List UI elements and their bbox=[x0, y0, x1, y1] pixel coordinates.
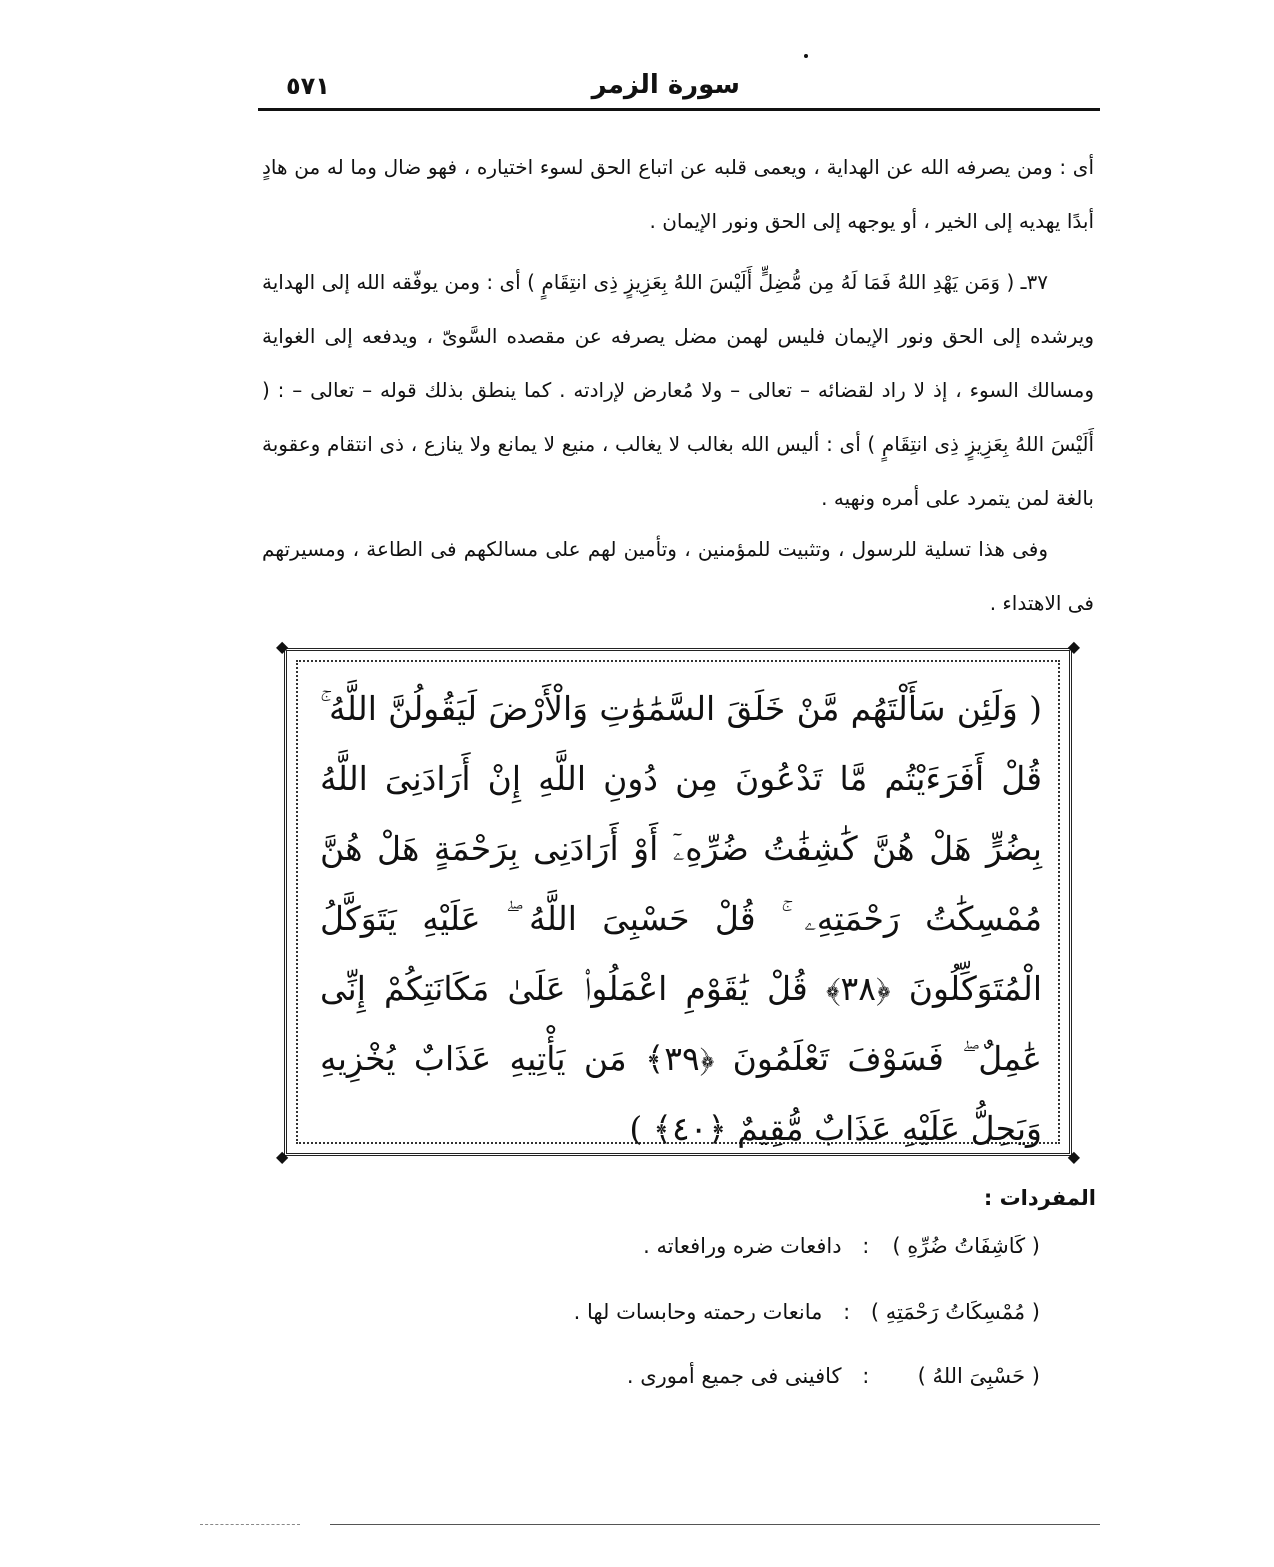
vocabulary-item bbox=[643, 1234, 1040, 1258]
quran-verses-text: ( وَلَئِن سَأَلْتَهُم مَّنْ خَلَقَ السَّمَٰوَٰتِ وَالْأَرْضَ لَيَقُولُنَّ اللَّهُ ۚ قُلْ أَفَرَءَيْتُم مَّا تَدْعُونَ مِن دُونِ اللَّهِ إِنْ أَرَادَنِىَ اللَّهُ بِضُرٍّ هَلْ هُنَّ كَٰشِفَٰتُ ضُرِّهِۦٓ أَوْ أَرَادَنِى بِرَحْمَةٍ هَلْ هُنَّ مُمْسِكَٰتُ رَحْمَتِهِۦ ۚ قُلْ حَسْبِىَ اللَّهُ ۖ عَلَيْهِ يَتَوَكَّلُ الْمُتَوَكِّلُونَ ﴿٣٨﴾ قُلْ يَٰقَوْمِ اعْمَلُوا۟ عَلَىٰ مَكَانَتِكُمْ إِنِّى عَٰمِلٌ ۖ فَسَوْفَ تَعْلَمُونَ ﴿٣٩﴾ مَن يَأْتِيهِ عَذَابٌ يُخْزِيهِ وَيَحِلُّ عَلَيْهِ عَذَابٌ مُّقِيمٌ ﴿٤٠﴾ ) bbox=[320, 689, 1042, 1148]
page-header bbox=[258, 66, 1100, 108]
vocabulary-heading: المفردات : bbox=[983, 1186, 1096, 1210]
vocabulary-meaning: دافعات ضره ورافعاته . bbox=[643, 1234, 842, 1258]
vocabulary-separator: : bbox=[862, 1234, 870, 1258]
vocabulary-item bbox=[574, 1300, 1040, 1324]
page-number: ٥٧١ bbox=[286, 72, 330, 100]
commentary-paragraph-1: أى : ومن يصرفه الله عن الهداية ، ويعمى قلبه عن اتباع الحق لسوء اختياره ، فهو ضال وما له من هادٍ أبدًا يهديه إلى الخير ، أو يوجهه إلى الحق ونور الإيمان . bbox=[262, 155, 1094, 233]
vocabulary-meaning: مانعات رحمته وحابسات لها . bbox=[573, 1300, 823, 1324]
vocabulary-term: ( مُمْسِكَاتُ رَحْمَتِهِ ) bbox=[870, 1300, 1040, 1324]
vocabulary-separator: : bbox=[843, 1300, 851, 1324]
footer-dashed-line bbox=[200, 1524, 300, 1525]
vocabulary-separator: : bbox=[862, 1364, 870, 1388]
vocabulary-meaning: كافينى فى جميع أمورى . bbox=[626, 1364, 842, 1388]
commentary-paragraph-2: ٣٧ـ ( وَمَن يَهْدِ اللهُ فَمَا لَهُ مِن مُّضِلٍّ أَلَيْسَ اللهُ بِعَزِيزٍ ذِى انتِقَامٍ ) أى : ومن يوفّقه الله إلى الهداية ويرشده إلى الحق ونور الإيمان فليس لهمن مضل يصرفه عن مقصده السَّوىّ ، ويدفعه إلى الغواية ومسالك السوء ، إذ لا راد لقضائه – تعالى – ولا مُعارض لإرادته . كما ينطق بذلك قوله – تعالى – : ( أَلَيْسَ اللهُ بِعَزِيزٍ ذِى انتِقَامٍ ) أى : أليس الله بغالب لا يغالب ، منيع لا يمانع ولا ينازع ، ذى انتقام وعقوبة بالغة لمن يتمرد على أمره ونهيه . bbox=[262, 270, 1094, 510]
vocabulary-term: ( حَسْبِىَ اللهُ ) bbox=[917, 1364, 1040, 1388]
quran-verse-frame bbox=[276, 637, 1080, 1166]
footer-rule bbox=[330, 1524, 1100, 1525]
commentary-paragraph-3: وفى هذا تسلية للرسول ، وتثبيت للمؤمنين ، وتأمين لهم على مسالكهم فى الطاعة ، ومسيرتهم فى الاهتداء . bbox=[262, 537, 1094, 615]
corner-ornament-icon: ◆ bbox=[1067, 637, 1080, 656]
header-rule bbox=[258, 108, 1100, 111]
corner-ornament-icon: ◆ bbox=[1067, 1147, 1080, 1166]
vocabulary-term: ( كَاشِفَاتُ ضُرِّهِ ) bbox=[892, 1234, 1040, 1258]
vocabulary-item bbox=[627, 1364, 1040, 1388]
surah-title: سورة الزمر bbox=[591, 70, 740, 100]
corner-ornament-icon: ◆ bbox=[276, 637, 289, 656]
corner-ornament-icon: ◆ bbox=[276, 1147, 289, 1166]
ink-dot bbox=[804, 54, 808, 58]
